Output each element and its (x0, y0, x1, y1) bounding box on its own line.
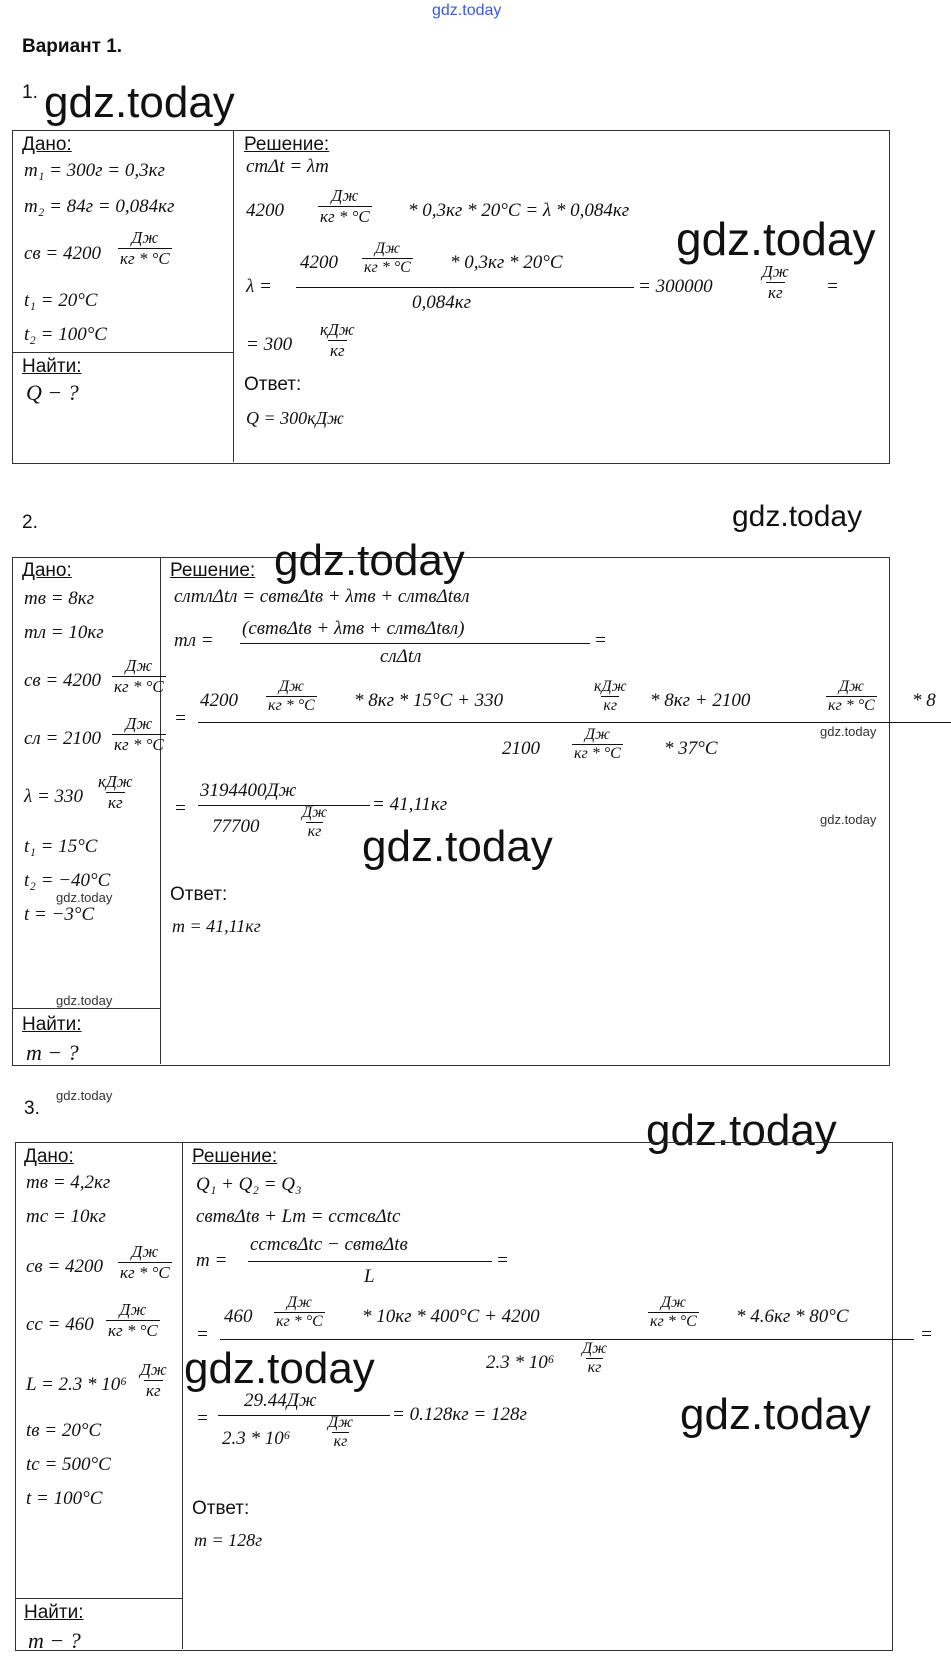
solution-step: 0,084кг (412, 292, 472, 313)
table-divider (12, 352, 233, 353)
given-item: t = −3°С (24, 904, 95, 925)
solution-step: * 37°С (664, 738, 718, 759)
solution-step: m = (196, 1250, 228, 1271)
solution-step: cmΔt = λm (246, 156, 329, 177)
solution-step: * 10кг * 400°С + 4200 (362, 1306, 540, 1327)
given-header: Дано: (24, 1146, 74, 1167)
unit-fraction: Дж кг * °С (574, 726, 621, 762)
given-item: mл = 10кг (24, 622, 104, 643)
solution-step: cлΔtл (380, 646, 422, 667)
given-item: t₁ = 20°С (24, 290, 98, 311)
given-item: t₂ = 100°С (24, 324, 107, 345)
watermark: gdz.today (676, 213, 876, 265)
given-header: Дано: (22, 134, 72, 155)
solution-step: = (196, 1324, 209, 1345)
unit-fraction: Дж кг * °С (650, 1294, 697, 1330)
solution-step: 460 (224, 1306, 253, 1327)
fraction-bar (240, 643, 590, 644)
given-item: m₂ = 84г = 0,084кг (24, 196, 175, 217)
solution-header: Решение: (170, 560, 256, 581)
find-item: Q − ? (26, 380, 79, 405)
problem-2-number: 2. (22, 512, 38, 533)
solution-step: Q₁ + Q₂ = Q₃ (196, 1174, 302, 1195)
table-divider (12, 1008, 160, 1009)
unit-fraction: кДж кг (320, 320, 355, 360)
given-item: λ = 330 (24, 786, 84, 807)
given-item: cв = 4200 (24, 670, 102, 691)
given-item: t₁ = 15°С (24, 836, 98, 857)
unit-fraction: кДж кг (594, 678, 627, 714)
solution-step: * 0,3кг * 20°С = λ * 0,084кг (408, 200, 630, 221)
solution-step: = (174, 798, 187, 819)
solution-step: = (196, 1408, 209, 1429)
answer-value: m = 41,11кг (172, 916, 261, 936)
fraction-bar (248, 1261, 492, 1262)
given-item: mс = 10кг (26, 1206, 106, 1227)
given-item: cл = 2100 (24, 728, 102, 749)
fraction-bar (218, 1415, 390, 1416)
watermark: gdz.today (680, 1390, 871, 1439)
given-item: mв = 4,2кг (26, 1172, 111, 1193)
fraction-bar (296, 287, 634, 288)
unit-fraction: Дж кг (328, 1414, 354, 1450)
watermark: gdz.today (184, 1344, 375, 1393)
given-item: tс = 500°С (26, 1454, 111, 1475)
given-item: tв = 20°С (26, 1420, 102, 1441)
solution-step: = (594, 630, 607, 651)
table-divider (233, 130, 234, 462)
solution-step: 77700 (212, 816, 260, 837)
table-divider (182, 1142, 183, 1649)
answer-value: m = 128г (194, 1530, 263, 1550)
solution-step: * 8кг + 2100 (650, 690, 751, 711)
watermark: gdz.today (820, 724, 877, 739)
given-header: Дано: (22, 560, 72, 581)
solution-step: 29.44Дж (244, 1390, 317, 1411)
watermark-top: gdz.today (432, 2, 502, 19)
answer-value: Q = 300кДж (246, 408, 344, 428)
solution-step: 2100 (502, 738, 540, 759)
watermark: gdz.today (56, 890, 113, 905)
unit-fraction: Дж кг (302, 804, 328, 840)
solution-header: Решение: (244, 134, 330, 155)
given-item: cв = 4200 (26, 1256, 104, 1277)
find-item: m − ? (28, 1628, 81, 1653)
find-header: Найти: (24, 1602, 84, 1623)
unit-fraction: Дж кг * °С (114, 656, 164, 696)
solution-step: * 0,3кг * 20°С (450, 252, 563, 273)
unit-fraction: кДж кг (98, 772, 133, 812)
given-item: L = 2.3 * 10⁶ (26, 1374, 127, 1395)
find-header: Найти: (22, 356, 82, 377)
solution-step: 2.3 * 10⁶ (486, 1352, 555, 1373)
solution-step: cсmсвΔtс − cвmвΔtв (250, 1234, 408, 1255)
watermark: gdz.today (274, 536, 465, 585)
solution-step: = 41,11кг (372, 794, 448, 815)
variant-title: Вариант 1. (22, 36, 123, 57)
unit-fraction: Дж кг (582, 1340, 608, 1376)
unit-fraction: Дж кг * °С (276, 1294, 323, 1330)
find-item: m − ? (26, 1040, 79, 1065)
solution-step: = 0.128кг = 128г (392, 1404, 527, 1425)
given-item: cс = 460 (26, 1314, 94, 1335)
unit-fraction: Дж кг (140, 1360, 167, 1400)
watermark: gdz.today (362, 822, 553, 871)
watermark: gdz.today (646, 1106, 837, 1155)
solution-step: * 8кг * 15°С + 330 (354, 690, 504, 711)
fraction-bar (220, 1339, 914, 1340)
watermark: gdz.today (44, 78, 235, 127)
fraction-bar (198, 805, 370, 806)
watermark: gdz.today (732, 500, 863, 533)
watermark: gdz.today (56, 1088, 113, 1103)
unit-fraction: Дж кг * °С (114, 714, 164, 754)
solution-step: 2.3 * 10⁶ (222, 1428, 291, 1449)
problem-3-number: 3. (24, 1098, 40, 1119)
given-item: cв = 4200 (24, 243, 102, 264)
unit-fraction: Дж кг * °С (320, 186, 370, 226)
solution-step: = (174, 708, 187, 729)
answer-label: Ответ: (244, 374, 302, 395)
solution-step: L (364, 1266, 375, 1287)
unit-fraction: Дж кг * °С (120, 228, 170, 268)
unit-fraction: Дж кг * °С (364, 240, 411, 276)
solution-step: 4200 (246, 200, 284, 221)
solution-step: cвmвΔtв + Lm = cсmсвΔtс (196, 1206, 401, 1227)
unit-fraction: Дж кг * °С (108, 1300, 158, 1340)
solution-step: (cвmвΔtв + λmв + cлmвΔtвл) (242, 618, 465, 639)
answer-label: Ответ: (170, 884, 228, 905)
solution-step: = (496, 1250, 509, 1271)
solution-step: = (920, 1324, 933, 1345)
solution-step: = 300000 (638, 276, 713, 297)
solution-step: * 4.6кг * 80°С (736, 1306, 849, 1327)
table-divider (160, 557, 161, 1064)
unit-fraction: Дж кг * °С (120, 1242, 170, 1282)
problem-1-number: 1. (22, 82, 38, 103)
find-header: Найти: (22, 1014, 82, 1035)
table-divider (15, 1598, 182, 1599)
solution-step: cлmлΔtл = cвmвΔtв + λmв + cлmвΔtвл (174, 586, 470, 607)
unit-fraction: Дж кг * °С (828, 678, 875, 714)
solution-step: 4200 (300, 252, 338, 273)
watermark: gdz.today (820, 812, 877, 827)
given-item: t₂ = −40°С (24, 870, 111, 891)
unit-fraction: Дж кг (762, 262, 789, 302)
solution-step: = (826, 276, 839, 297)
solution-header: Решение: (192, 1146, 278, 1167)
solution-step: 3194400Дж (200, 780, 297, 801)
solution-step: 4200 (200, 690, 238, 711)
given-item: t = 100°С (26, 1488, 103, 1509)
given-item: mв = 8кг (24, 588, 95, 609)
solution-step: λ = (246, 276, 272, 297)
given-item: m₁ = 300г = 0,3кг (24, 160, 165, 181)
solution-step: * 8 (912, 690, 936, 711)
watermark: gdz.today (56, 993, 113, 1008)
answer-label: Ответ: (192, 1498, 250, 1519)
solution-step: = 300 (246, 334, 293, 355)
fraction-bar (198, 722, 951, 723)
solution-step: mл = (174, 630, 214, 651)
unit-fraction: Дж кг * °С (268, 678, 315, 714)
